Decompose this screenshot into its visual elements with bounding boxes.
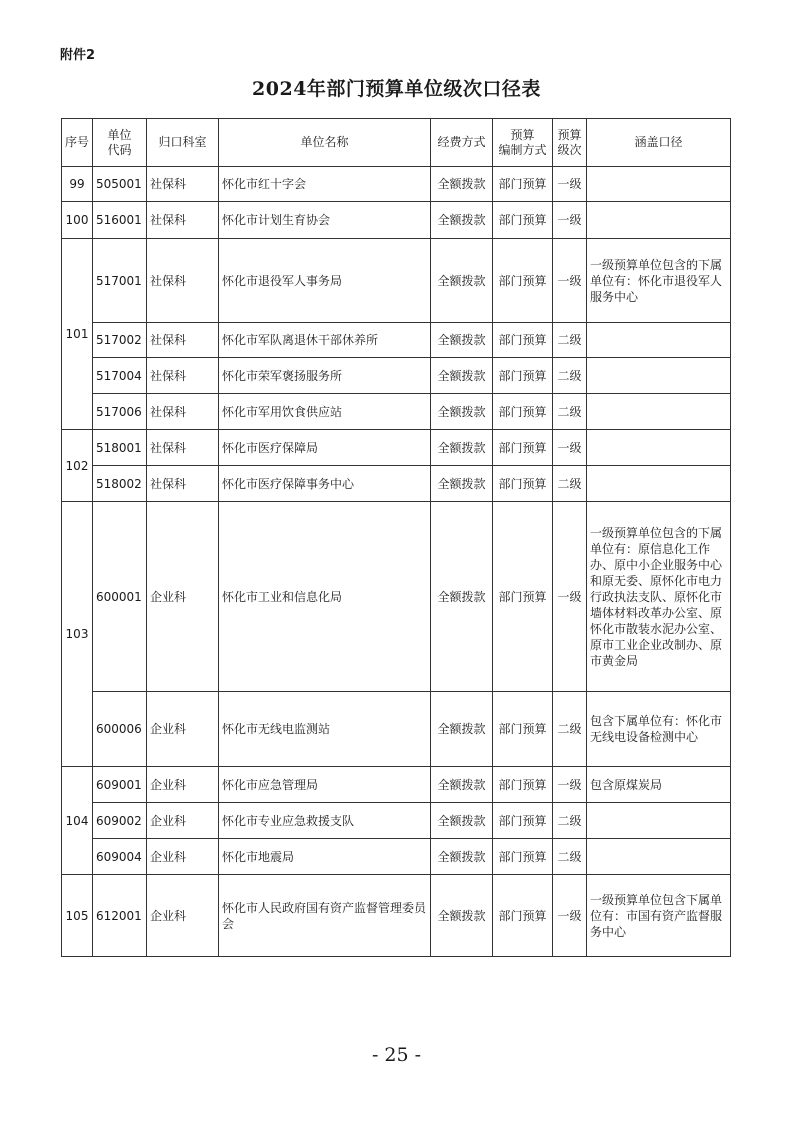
- cell-scope: [587, 394, 731, 430]
- cell-name: 怀化市人民政府国有资产监督管理委员会: [219, 875, 431, 957]
- table-row: [62, 358, 731, 394]
- attachment-label: 附件2: [60, 48, 96, 63]
- cell-dept: 社保科: [147, 394, 219, 430]
- table-row: [62, 839, 731, 875]
- table-row: [62, 692, 731, 767]
- cell-code: 517004: [93, 358, 147, 394]
- cell-name: 怀化市地震局: [219, 839, 431, 875]
- cell-name: 怀化市医疗保障局: [219, 430, 431, 466]
- cell-index: 99: [62, 167, 93, 202]
- cell-fund: 全额拨款: [431, 167, 493, 202]
- cell-method: 部门预算: [493, 323, 553, 358]
- cell-name: 怀化市无线电监测站: [219, 692, 431, 767]
- cell-scope: [587, 839, 731, 875]
- cell-name: 怀化市军队离退休干部休养所: [219, 323, 431, 358]
- header-name: 单位名称: [219, 119, 431, 167]
- table-row: [62, 430, 731, 466]
- cell-level: 一级: [553, 767, 587, 803]
- cell-dept: 企业科: [147, 767, 219, 803]
- cell-code: 609001: [93, 767, 147, 803]
- table-row: [62, 167, 731, 202]
- cell-level: 一级: [553, 167, 587, 202]
- cell-name: 怀化市退役军人事务局: [219, 239, 431, 323]
- cell-dept: 社保科: [147, 323, 219, 358]
- cell-fund: 全额拨款: [431, 839, 493, 875]
- header-fund: 经费方式: [431, 119, 493, 167]
- cell-index: 102: [62, 430, 93, 502]
- table-row: [62, 239, 731, 323]
- cell-name: 怀化市专业应急救援支队: [219, 803, 431, 839]
- table-row: [62, 323, 731, 358]
- table-row: [62, 466, 731, 502]
- cell-scope: 一级预算单位包含的下属单位有：怀化市退役军人服务中心: [587, 239, 731, 323]
- cell-method: 部门预算: [493, 466, 553, 502]
- cell-dept: 企业科: [147, 839, 219, 875]
- table-row: [62, 394, 731, 430]
- cell-method: 部门预算: [493, 202, 553, 239]
- cell-method: 部门预算: [493, 239, 553, 323]
- cell-method: 部门预算: [493, 430, 553, 466]
- cell-fund: 全额拨款: [431, 430, 493, 466]
- cell-method: 部门预算: [493, 502, 553, 692]
- cell-dept: 企业科: [147, 875, 219, 957]
- cell-method: 部门预算: [493, 875, 553, 957]
- cell-method: 部门预算: [493, 358, 553, 394]
- cell-code: 518002: [93, 466, 147, 502]
- cell-level: 二级: [553, 803, 587, 839]
- cell-fund: 全额拨款: [431, 394, 493, 430]
- cell-code: 517002: [93, 323, 147, 358]
- cell-dept: 社保科: [147, 466, 219, 502]
- cell-scope: [587, 430, 731, 466]
- header-dept: 归口科室: [147, 119, 219, 167]
- cell-index: 104: [62, 767, 93, 875]
- cell-method: 部门预算: [493, 839, 553, 875]
- cell-dept: 社保科: [147, 167, 219, 202]
- cell-fund: 全额拨款: [431, 202, 493, 239]
- table-row: [62, 875, 731, 957]
- cell-dept: 社保科: [147, 430, 219, 466]
- table-row: [62, 202, 731, 239]
- cell-scope: [587, 167, 731, 202]
- cell-scope: [587, 803, 731, 839]
- cell-fund: 全额拨款: [431, 803, 493, 839]
- cell-code: 517001: [93, 239, 147, 323]
- cell-index: 100: [62, 202, 93, 239]
- cell-code: 609004: [93, 839, 147, 875]
- cell-fund: 全额拨款: [431, 502, 493, 692]
- cell-level: 二级: [553, 839, 587, 875]
- header-scope: 涵盖口径: [587, 119, 731, 167]
- header-method: 预算 编制方式: [493, 119, 553, 167]
- cell-level: 一级: [553, 430, 587, 466]
- cell-fund: 全额拨款: [431, 875, 493, 957]
- cell-scope: 包含原煤炭局: [587, 767, 731, 803]
- cell-dept: 社保科: [147, 358, 219, 394]
- table-row: [62, 502, 731, 692]
- cell-method: 部门预算: [493, 394, 553, 430]
- cell-code: 612001: [93, 875, 147, 957]
- cell-method: 部门预算: [493, 692, 553, 767]
- cell-name: 怀化市医疗保障事务中心: [219, 466, 431, 502]
- cell-index: 103: [62, 502, 93, 767]
- cell-dept: 企业科: [147, 803, 219, 839]
- cell-level: 一级: [553, 502, 587, 692]
- cell-code: 600001: [93, 502, 147, 692]
- cell-scope: 一级预算单位包含的下属单位有：原信息化工作办、原中小企业服务中心和原无委、原怀化市电力行政执法支队、原怀化市墙体材料改革办公室、原怀化市散装水泥办公室、原市工业企业改制办、原市黄金局: [587, 502, 731, 692]
- cell-code: 600006: [93, 692, 147, 767]
- cell-name: 怀化市红十字会: [219, 167, 431, 202]
- cell-level: 二级: [553, 323, 587, 358]
- cell-code: 518001: [93, 430, 147, 466]
- cell-fund: 全额拨款: [431, 767, 493, 803]
- cell-scope: [587, 466, 731, 502]
- cell-level: 二级: [553, 466, 587, 502]
- cell-code: 505001: [93, 167, 147, 202]
- cell-scope: [587, 323, 731, 358]
- cell-level: 一级: [553, 202, 587, 239]
- cell-level: 二级: [553, 394, 587, 430]
- cell-name: 怀化市荣军褒扬服务所: [219, 358, 431, 394]
- header-code: 单位 代码: [93, 119, 147, 167]
- cell-dept: 企业科: [147, 502, 219, 692]
- cell-fund: 全额拨款: [431, 323, 493, 358]
- cell-fund: 全额拨款: [431, 239, 493, 323]
- cell-name: 怀化市工业和信息化局: [219, 502, 431, 692]
- cell-scope: [587, 202, 731, 239]
- cell-method: 部门预算: [493, 167, 553, 202]
- cell-method: 部门预算: [493, 767, 553, 803]
- cell-method: 部门预算: [493, 803, 553, 839]
- cell-scope: 一级预算单位包含下属单位有：市国有资产监督服务中心: [587, 875, 731, 957]
- cell-fund: 全额拨款: [431, 358, 493, 394]
- cell-level: 一级: [553, 239, 587, 323]
- cell-dept: 社保科: [147, 239, 219, 323]
- header-index: 序号: [62, 119, 93, 167]
- table-header-row: [62, 119, 731, 167]
- page-title: 2024年部门预算单位级次口径表: [252, 78, 541, 100]
- cell-code: 609002: [93, 803, 147, 839]
- cell-code: 517006: [93, 394, 147, 430]
- cell-level: 一级: [553, 875, 587, 957]
- cell-scope: [587, 358, 731, 394]
- cell-level: 二级: [553, 358, 587, 394]
- cell-code: 516001: [93, 202, 147, 239]
- page-number: - 25 -: [371, 1044, 422, 1066]
- table-row: [62, 767, 731, 803]
- cell-dept: 社保科: [147, 202, 219, 239]
- budget-level-table: [61, 118, 731, 957]
- cell-name: 怀化市应急管理局: [219, 767, 431, 803]
- header-level: 预算 级次: [553, 119, 587, 167]
- cell-fund: 全额拨款: [431, 692, 493, 767]
- cell-scope: 包含下属单位有：怀化市无线电设备检测中心: [587, 692, 731, 767]
- cell-dept: 企业科: [147, 692, 219, 767]
- cell-name: 怀化市军用饮食供应站: [219, 394, 431, 430]
- cell-name: 怀化市计划生育协会: [219, 202, 431, 239]
- cell-index: 101: [62, 239, 93, 430]
- cell-level: 二级: [553, 692, 587, 767]
- cell-index: 105: [62, 875, 93, 957]
- cell-fund: 全额拨款: [431, 466, 493, 502]
- table-row: [62, 803, 731, 839]
